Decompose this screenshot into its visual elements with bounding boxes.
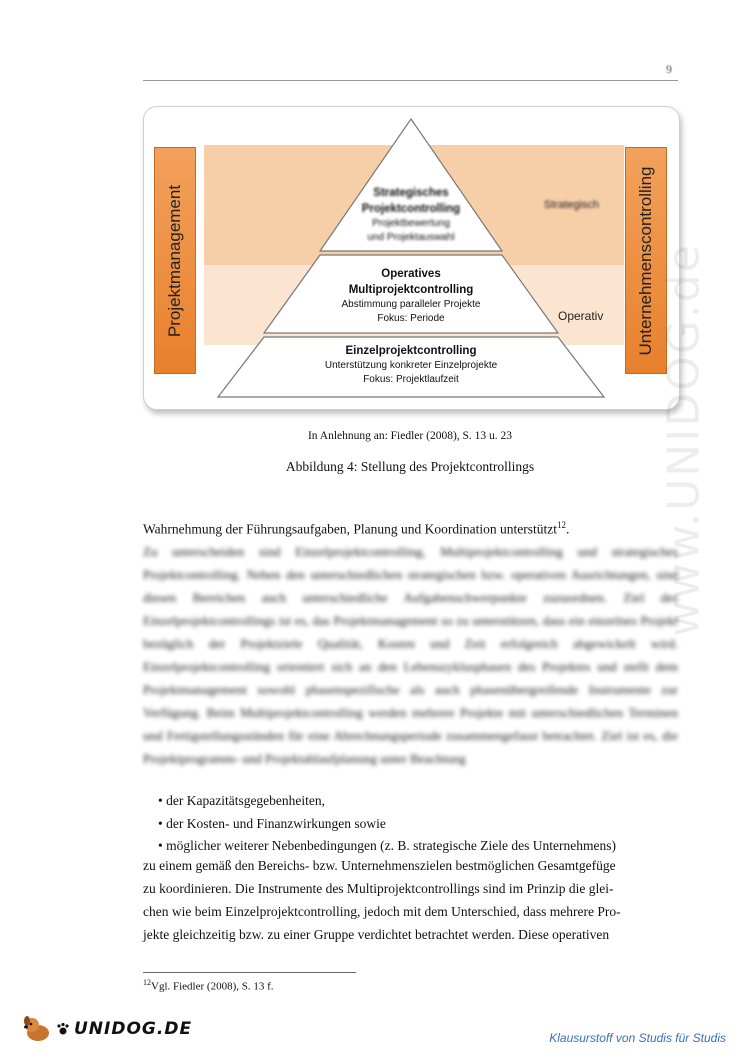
header-rule <box>143 80 678 81</box>
blurred-paragraph: Zu unterscheiden sind Einzelprojektcontrolling, Multiprojektcontrolling und strategisches Projektcontrolling. Neben den unterschiedlichen strategischen bzw. operativen Ausrichtungen, sind diesen Bereichen auch unterschiedliche Aufgabenschwerpunkte zuzuordnen. Ziel des Einzelprojektcontrollings ist es, das Projektmanagement so zu unterstützen, dass ein einzelnes Projekt bezüglich der Projektziele Qualität, Kosten und Zeit erfolgreich abgewickelt wird. Einzelprojektcontrolling orientiert sich an den Lebenszyklusphasen des Projektes und stellt dem Projektmanagement sowohl phasenspezifische als auch phasenübergreifende Instrumente zur Verfügung. Beim Multiprojektcontrolling werden mehrere Projekte mit unterschiedlichen Terminen und Fertigstellungsständen für eine Abrechnungsperiode zusammengefasst betrachtet. Ziel ist es, die Projektprogramm- und Projektablaufplanung unter Beachtung <box>143 544 678 766</box>
figure-pyramid <box>143 106 680 410</box>
left-bar-projektmanagement: Projektmanagement <box>154 147 196 374</box>
body-line-1: Wahrnehmung der Führungsaufgaben, Planung und Koordination unterstützt$^{12}$. <box>143 520 570 537</box>
list-item: • der Kapazitätsgegebenheiten, <box>158 793 326 808</box>
figure-caption: Abbildung 4: Stellung des Projektcontrollings <box>285 459 535 474</box>
list-item: • der Kosten- und Finanzwirkungen sowie <box>158 815 386 831</box>
tier-operative: Operatives Multiprojektcontrolling Abstimmung paralleler Projekte Fokus: Periode <box>341 268 481 324</box>
body-line: jekte gleichzeitig bzw. zu einer Gruppe verdichtet betrachtet werden. Diese operativen <box>143 927 610 942</box>
paw-icon <box>56 1022 70 1036</box>
right-bar-unternehmenscontrolling: Unternehmenscontrolling <box>625 147 667 374</box>
footer-tagline: Klausurstoff von Studis für Studis <box>549 1031 726 1045</box>
body-line: zu koordinieren. Die Instrumente des Multiprojektcontrollings sind im Prinzip die glei- <box>143 881 614 896</box>
logo-text: UNIDOG.DE <box>74 1019 193 1039</box>
unidog-logo <box>22 1015 192 1043</box>
level-operative-label: Operativ <box>558 309 604 323</box>
figure-source: In Anlehnung an: Fiedler (2008), S. 13 u. 23 <box>307 430 513 442</box>
footnote: $^{12}$Vgl. Fiedler (2008), S. 13 f. <box>143 978 274 993</box>
tier-strategic: Strategisches Projektcontrolling Projektbewertung und Projektauswahl <box>361 187 461 243</box>
watermark: www.UNIDOG.de <box>658 243 710 637</box>
footnote-rule <box>143 972 356 973</box>
body-line: zu einem gemäß den Bereichs- bzw. Unternehmenszielen bestmöglichen Gesamtgefüge <box>143 858 616 873</box>
list-item: • möglicher weiterer Nebenbedingungen (z. B. strategische Ziele des Unternehmens) <box>158 838 616 853</box>
bullet-list <box>158 790 616 858</box>
level-strategic-label: Strategisch <box>544 199 600 211</box>
page-number: 9 <box>666 62 672 76</box>
dog-icon <box>22 1015 52 1043</box>
tier-einzelprojekt: Einzelprojektcontrolling Unterstützung konkreter Einzelprojekte Fokus: Projektlaufzeit <box>324 345 498 385</box>
body-line: chen wie beim Einzelprojektcontrolling, jedoch mit dem Unterschied, dass mehrere Pro- <box>143 904 621 919</box>
